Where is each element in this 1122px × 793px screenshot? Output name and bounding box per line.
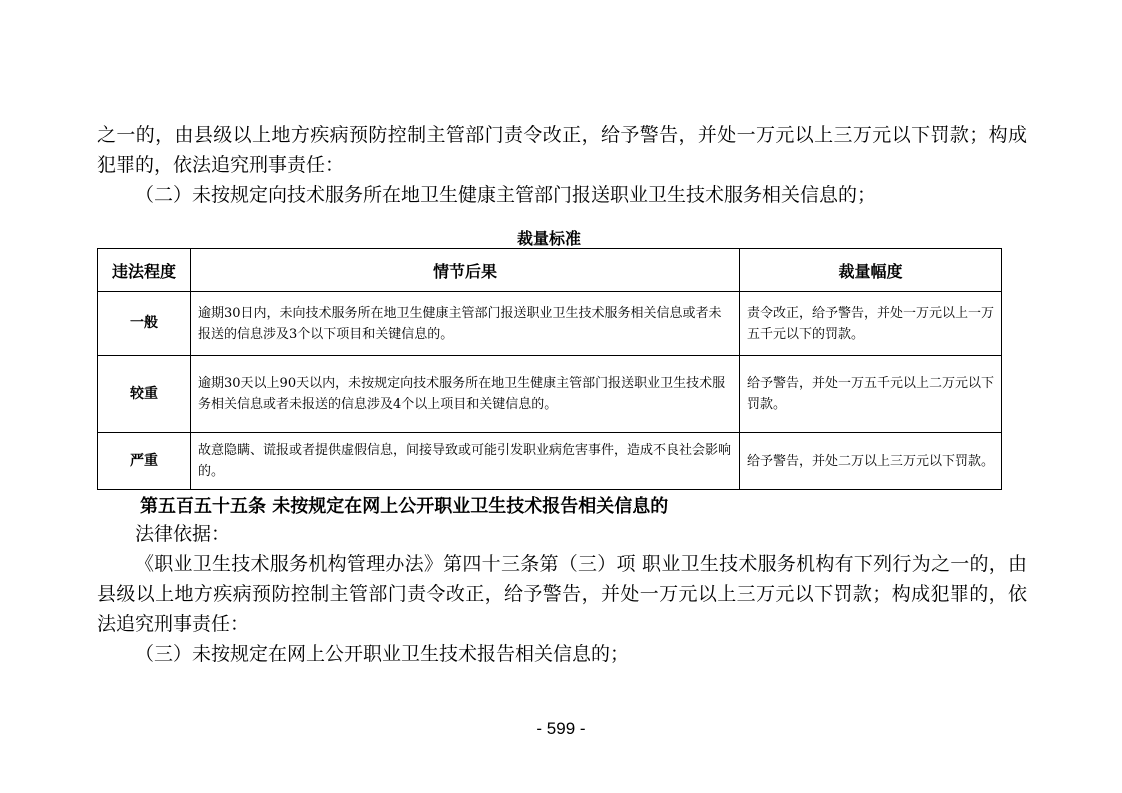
table-caption: 裁量标准 — [516, 229, 581, 248]
row-level: 较重 — [98, 356, 191, 433]
discretion-standard-table — [97, 248, 1002, 490]
article-heading: 第五百五十五条 未按规定在网上公开职业卫生技术报告相关信息的 — [140, 496, 669, 517]
row-level: 严重 — [98, 433, 191, 490]
row-consequence: 逾期30日内，未向技术服务所在地卫生健康主管部门报送职业卫生技术服务相关信息或者未报送的信息涉及3个以下项目和关键信息的。 — [191, 292, 740, 356]
header-circumstances: 情节后果 — [191, 249, 740, 292]
row-consequence: 逾期30天以上90天以内，未按规定向技术服务所在地卫生健康主管部门报送职业卫生技术服务相关信息或者未报送的信息涉及4个以上项目和关键信息的。 — [191, 356, 740, 433]
legal-basis-label: 法律依据： — [135, 523, 231, 545]
item-three-paragraph: （三）未按规定在网上公开职业卫生技术报告相关信息的； — [135, 643, 630, 665]
row-level: 一般 — [98, 292, 191, 356]
row-penalty: 给予警告，并处二万以上三万元以下罚款。 — [740, 433, 1002, 490]
intro-paragraph: 之一的，由县级以上地方疾病预防控制主管部门责令改正，给予警告，并处一万元以上三万元以下罚款；构成犯罪的，依法追究刑事责任： — [97, 124, 1027, 176]
table-row — [98, 356, 1002, 433]
header-penalty-range: 裁量幅度 — [740, 249, 1002, 292]
row-penalty: 给予警告，并处一万五千元以上二万元以下罚款。 — [740, 356, 1002, 433]
legal-basis-paragraph: 《职业卫生技术服务机构管理办法》第四十三条第（三）项 职业卫生技术服务机构有下列行为之一的，由县级以上地方疾病预防控制主管部门责令改正，给予警告，并处一万元以上三万元以下罚款；构成犯罪的，依法追究刑事责任： — [97, 553, 1027, 635]
page-number: - 599 - — [536, 719, 586, 738]
table-row — [98, 433, 1002, 490]
table-header-row — [98, 249, 1002, 292]
row-penalty: 责令改正，给予警告，并处一万元以上一万五千元以下的罚款。 — [740, 292, 1002, 356]
item-two-paragraph: （二）未按规定向技术服务所在地卫生健康主管部门报送职业卫生技术服务相关信息的； — [135, 184, 877, 206]
row-consequence: 故意隐瞒、谎报或者提供虚假信息，间接导致或可能引发职业病危害事件，造成不良社会影响的。 — [191, 433, 740, 490]
table-row — [98, 292, 1002, 356]
header-violation-degree: 违法程度 — [98, 249, 191, 292]
